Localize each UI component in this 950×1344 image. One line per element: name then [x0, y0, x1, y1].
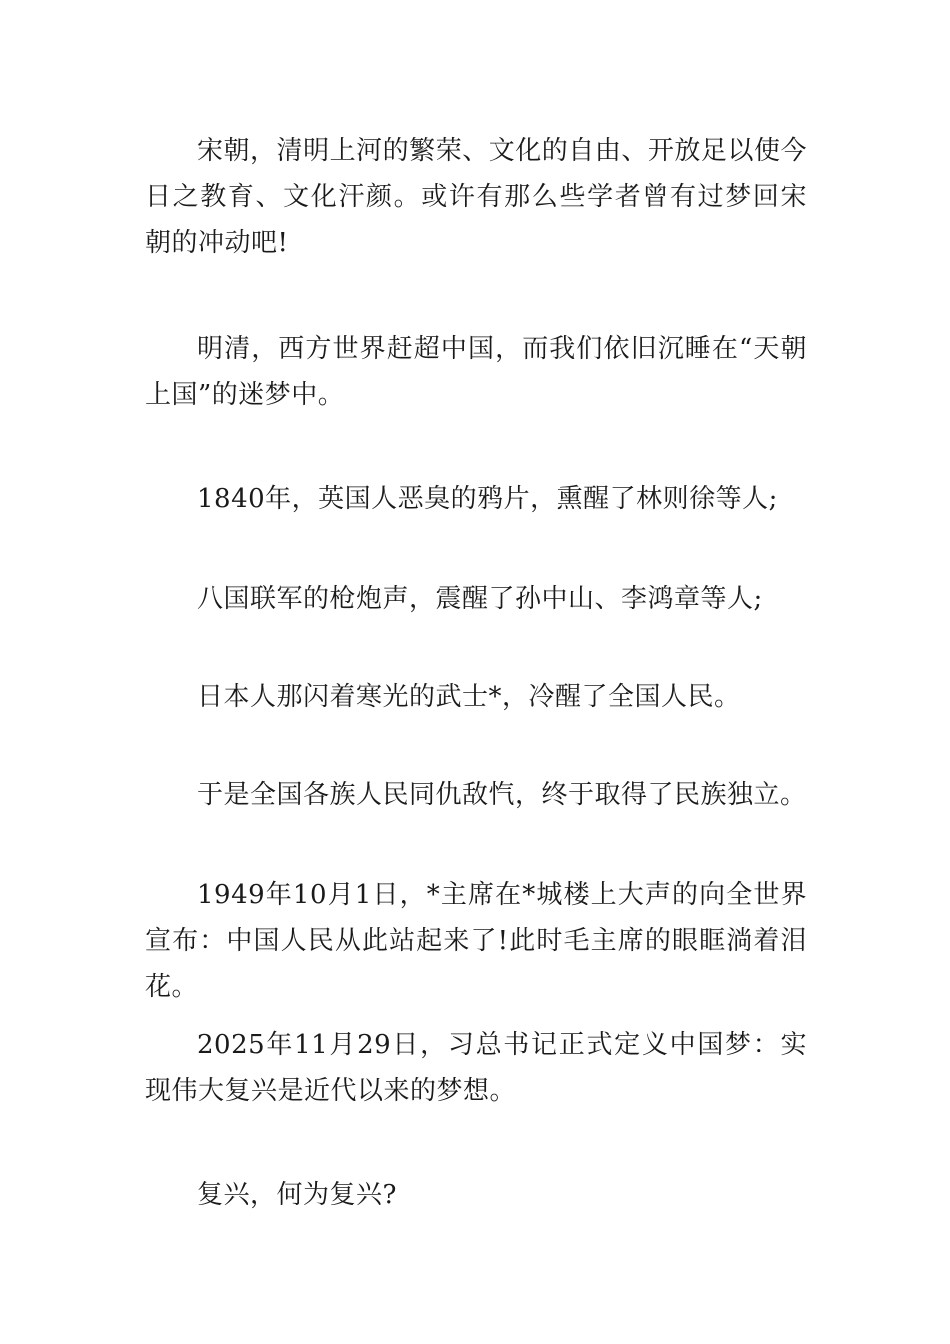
paragraph-1840: 1840年，英国人恶臭的鸦片，熏醒了林则徐等人; [197, 484, 778, 514]
paragraph-independence: 于是全国各族人民同仇敌忾，终于取得了民族独立。 [197, 780, 807, 810]
paragraph-revival-question: 复兴，何为复兴? [197, 1180, 397, 1210]
paragraph-song-dynasty: 宋朝，清明上河的繁荣、文化的自由、开放足以使今日之教育、文化汗颜。或许有那么些学者曾有过梦回宋朝的冲动吧! [145, 136, 807, 258]
paragraph-chinese-dream: 2025年11月29日，习总书记正式定义中国梦：实现伟大复兴是近代以来的梦想。 [145, 1030, 807, 1106]
paragraph-ming-qing: 明清，西方世界赶超中国，而我们依旧沉睡在“天朝上国”的迷梦中。 [145, 334, 807, 410]
paragraph-japanese: 日本人那闪着寒光的武士*，冷醒了全国人民。 [197, 682, 741, 712]
paragraph-1949: 1949年10月1日，*主席在*城楼上大声的向全世界宣布：中国人民从此站起来了!此时毛主席的眼眶淌着泪花。 [145, 880, 807, 1002]
paragraph-eight-nation-alliance: 八国联军的枪炮声，震醒了孙中山、李鸿章等人; [197, 584, 763, 614]
